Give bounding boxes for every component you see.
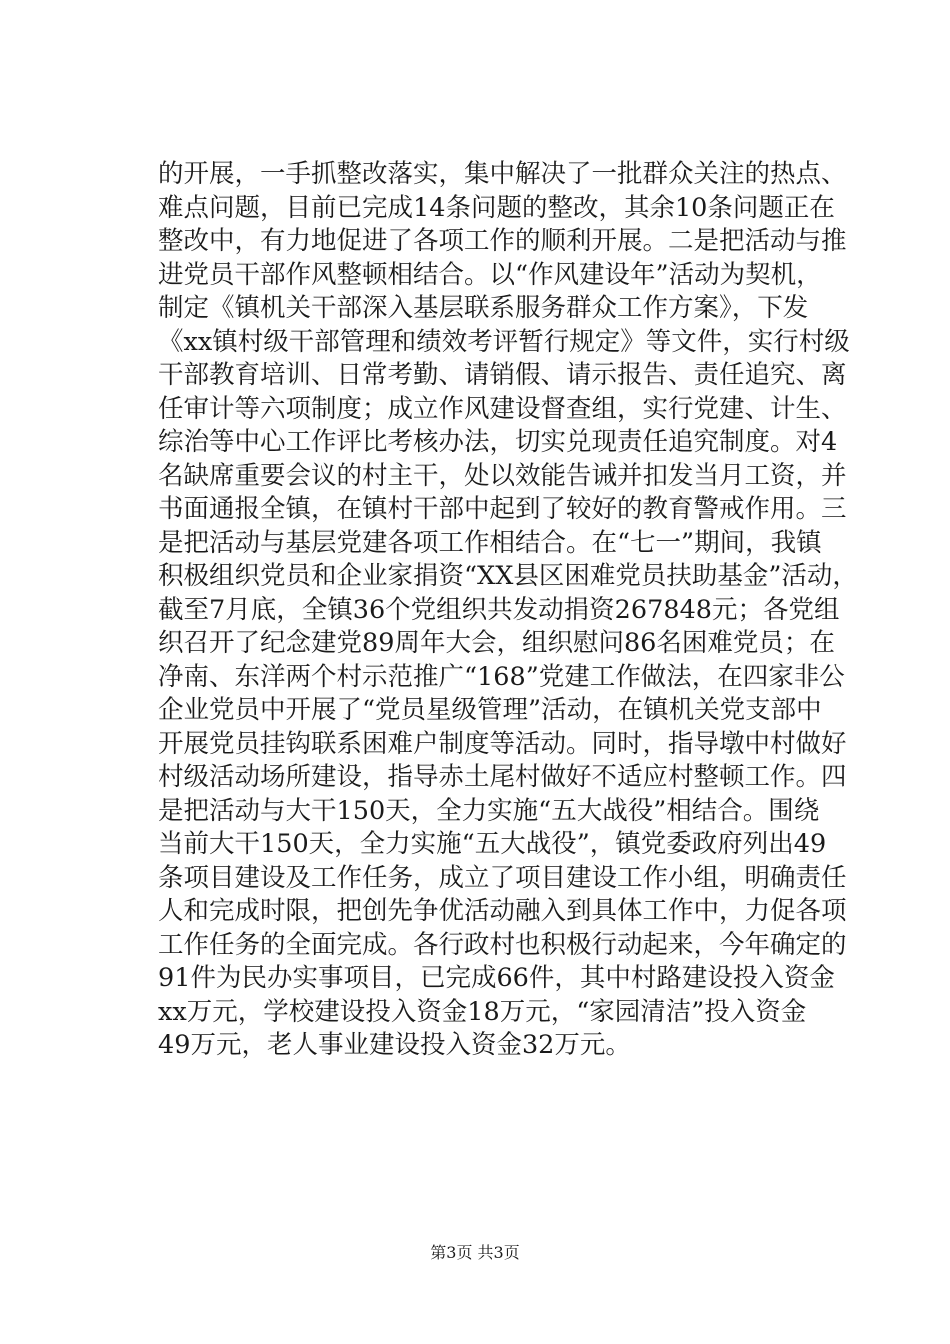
text-line: 任审计等六项制度；成立作风建设督查组，实行党建、计生、 bbox=[158, 393, 847, 424]
text-line: 是把活动与基层党建各项工作相结合。在“七一”期间，我镇 bbox=[158, 527, 822, 558]
text-line: 开展党员挂钩联系困难户制度等活动。同时，指导墩中村做好 bbox=[158, 728, 847, 759]
text-line: 的开展，一手抓整改落实，集中解决了一批群众关注的热点、 bbox=[158, 159, 847, 189]
text-line: 综治等中心工作评比考核办法，切实兑现责任追究制度。对4 bbox=[158, 427, 838, 457]
text-line: 是把活动与大干150天，全力实施“五大战役”相结合。围绕 bbox=[158, 795, 820, 826]
text-line: xx万元，学校建设投入资金18万元，“家园清洁”投入资金 bbox=[158, 996, 807, 1027]
text-line: 难点问题，目前已完成14条问题的整改，其余10条问题正在 bbox=[158, 192, 835, 223]
text-line: 91件为民办实事项目，已完成66件，其中村路建设投入资金 bbox=[158, 963, 835, 993]
text-line: 当前大干150天，全力实施“五大战役”，镇党委政府列出49 bbox=[158, 829, 827, 859]
text-line: 人和完成时限，把创先争优活动融入到具体工作中，力促各项 bbox=[158, 896, 847, 926]
text-line: 积极组织党员和企业家捐资“XX县区困难党员扶助基金”活动， bbox=[158, 561, 858, 591]
text-line: 条项目建设及工作任务，成立了项目建设工作小组，明确责任 bbox=[158, 862, 847, 893]
text-line: 整改中，有力地促进了各项工作的顺利开展。二是把活动与推 bbox=[158, 226, 847, 256]
text-line: 工作任务的全面完成。各行政村也积极行动起来，今年确定的 bbox=[158, 929, 847, 960]
text-line: 49万元，老人事业建设投入资金32万元。 bbox=[158, 1030, 631, 1060]
text-line: 进党员干部作风整顿相结合。以“作风建设年”活动为契机， bbox=[158, 259, 822, 290]
text-line: 干部教育培训、日常考勤、请销假、请示报告、责任追究、离 bbox=[158, 360, 847, 390]
page-number-footer: 第3页 共3页 bbox=[430, 1243, 520, 1262]
text-line: 织召开了纪念建党89周年大会，组织慰问86名困难党员；在 bbox=[158, 628, 835, 658]
text-line: 书面通报全镇，在镇村干部中起到了较好的教育警戒作用。三 bbox=[158, 494, 847, 524]
text-line: 名缺席重要会议的村主干，处以效能告诫并扣发当月工资，并 bbox=[158, 460, 847, 491]
body-paragraph bbox=[158, 158, 858, 1063]
text-line: 截至7月底，全镇36个党组织共发动捐资267848元；各党组 bbox=[158, 594, 840, 625]
text-line: 《xx镇村级干部管理和绩效考评暂行规定》等文件，实行村级 bbox=[158, 326, 850, 357]
text-line: 净南、东洋两个村示范推广“168”党建工作做法，在四家非公 bbox=[158, 661, 845, 692]
text-line: 制定《镇机关干部深入基层联系服务群众工作方案》，下发 bbox=[158, 293, 809, 323]
text-line: 村级活动场所建设，指导赤土尾村做好不适应村整顿工作。四 bbox=[158, 762, 847, 792]
text-line: 企业党员中开展了“党员星级管理”活动，在镇机关党支部中 bbox=[158, 695, 822, 725]
